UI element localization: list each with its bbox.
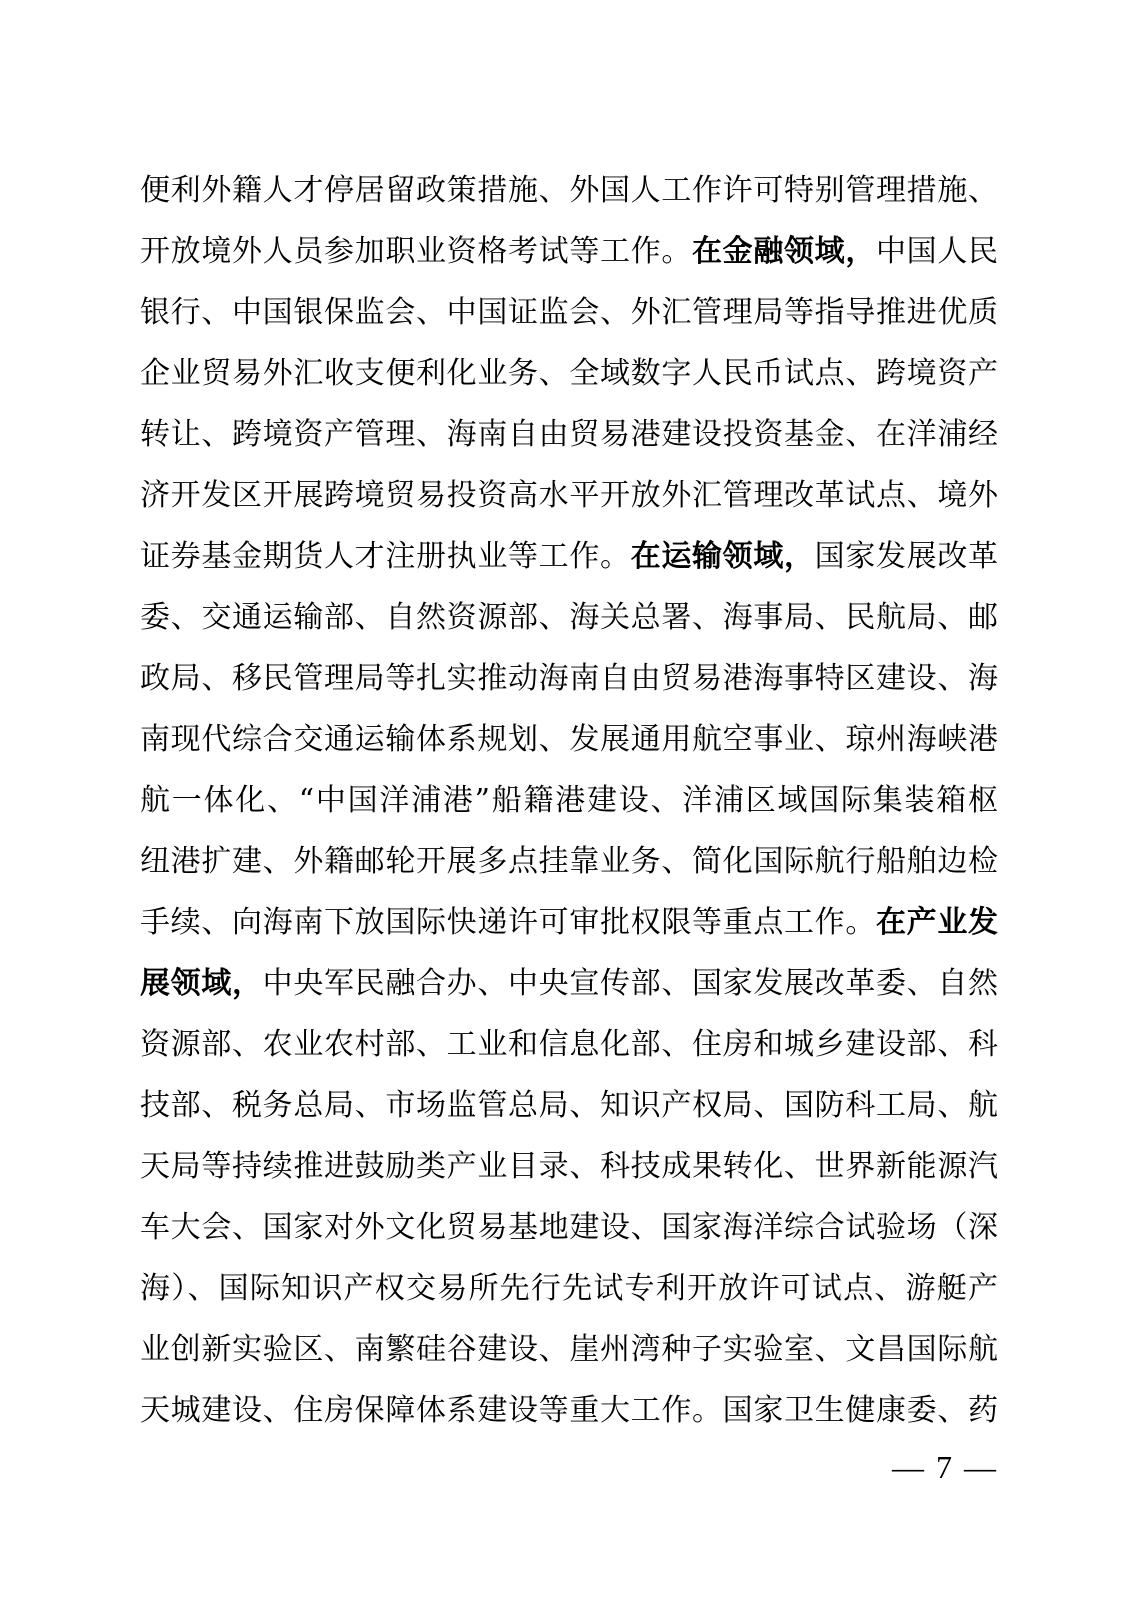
text-line: [140, 526, 998, 587]
text-line: [140, 709, 998, 770]
text-line: [140, 404, 998, 465]
emphasis-text-segment: 在运输领域，: [630, 539, 815, 574]
body-text-segment: 济开发区开展跨境贸易投资高水平开放外汇管理改革试点、境外: [140, 478, 998, 513]
emphasis-text-segment: 在产业发: [876, 905, 998, 940]
body-text-segment: 业创新实验区、南繁硅谷建设、崖州湾种子实验室、文昌国际航: [140, 1332, 998, 1367]
body-text-segment: 技部、税务总局、市场监管总局、知识产权局、国防科工局、航: [140, 1088, 998, 1123]
text-line: [140, 1197, 998, 1258]
text-line: [140, 587, 998, 648]
body-text-segment: 政局、移民管理局等扎实推动海南自由贸易港海事特区建设、海: [140, 661, 998, 696]
body-text-segment: 海）、国际知识产权交易所先行先试专利开放许可试点、游艇产: [140, 1271, 998, 1306]
body-text-segment: 国家发展改革: [814, 539, 998, 574]
body-text-segment: 天城建设、住房保障体系建设等重大工作。国家卫生健康委、药: [140, 1393, 998, 1428]
body-text-segment: 航一体化、“中国洋浦港”船籍港建设、洋浦区域国际集装箱枢: [140, 783, 998, 818]
body-text-segment: 车大会、国家对外文化贸易基地建设、国家海洋综合试验场（深: [140, 1210, 998, 1245]
emphasis-text-segment: 展领域，: [140, 966, 263, 1001]
text-line: [140, 343, 998, 404]
body-text-segment: 资源部、农业农村部、工业和信息化部、住房和城乡建设部、科: [140, 1027, 998, 1062]
text-line: [140, 1014, 998, 1075]
body-text-segment: 手续、向海南下放国际快递许可审批权限等重点工作。: [140, 905, 876, 940]
body-text-segment: 天局等持续推进鼓励类产业目录、科技成果转化、世界新能源汽: [140, 1149, 998, 1184]
page-number: — 7 —: [892, 1449, 998, 1485]
body-text-segment: 中国人民: [876, 234, 998, 269]
text-line: [140, 1380, 998, 1441]
body-text-segment: 开放境外人员参加职业资格考试等工作。: [140, 234, 692, 269]
body-text-segment: 中央军民融合办、中央宣传部、国家发展改革委、自然: [262, 966, 998, 1001]
text-line: [140, 831, 998, 892]
text-line: [140, 770, 998, 831]
text-line: [140, 160, 998, 221]
text-line: [140, 892, 998, 953]
text-line: [140, 221, 998, 282]
body-text-segment: 企业贸易外汇收支便利化业务、全域数字人民币试点、跨境资产: [140, 356, 998, 391]
text-line: [140, 1258, 998, 1319]
body-text-segment: 委、交通运输部、自然资源部、海关总署、海事局、民航局、邮: [140, 600, 998, 635]
text-line: [140, 648, 998, 709]
emphasis-text-segment: 在金融领域，: [692, 234, 876, 269]
body-text-segment: 纽港扩建、外籍邮轮开展多点挂靠业务、简化国际航行船舶边检: [140, 844, 998, 879]
body-text-segment: 银行、中国银保监会、中国证监会、外汇管理局等指导推进优质: [140, 295, 998, 330]
body-text-segment: 证券基金期货人才注册执业等工作。: [140, 539, 631, 574]
body-text-segment: 转让、跨境资产管理、海南自由贸易港建设投资基金、在洋浦经: [140, 417, 998, 452]
text-line: [140, 1319, 998, 1380]
body-text-segment: 南现代综合交通运输体系规划、发展通用航空事业、琼州海峡港: [140, 722, 998, 757]
text-line: [140, 1136, 998, 1197]
text-line: [140, 1075, 998, 1136]
body-text-block: [140, 160, 998, 1441]
body-text-segment: 便利外籍人才停居留政策措施、外国人工作许可特别管理措施、: [140, 173, 998, 208]
text-line: [140, 282, 998, 343]
text-line: [140, 953, 998, 1014]
text-line: [140, 465, 998, 526]
